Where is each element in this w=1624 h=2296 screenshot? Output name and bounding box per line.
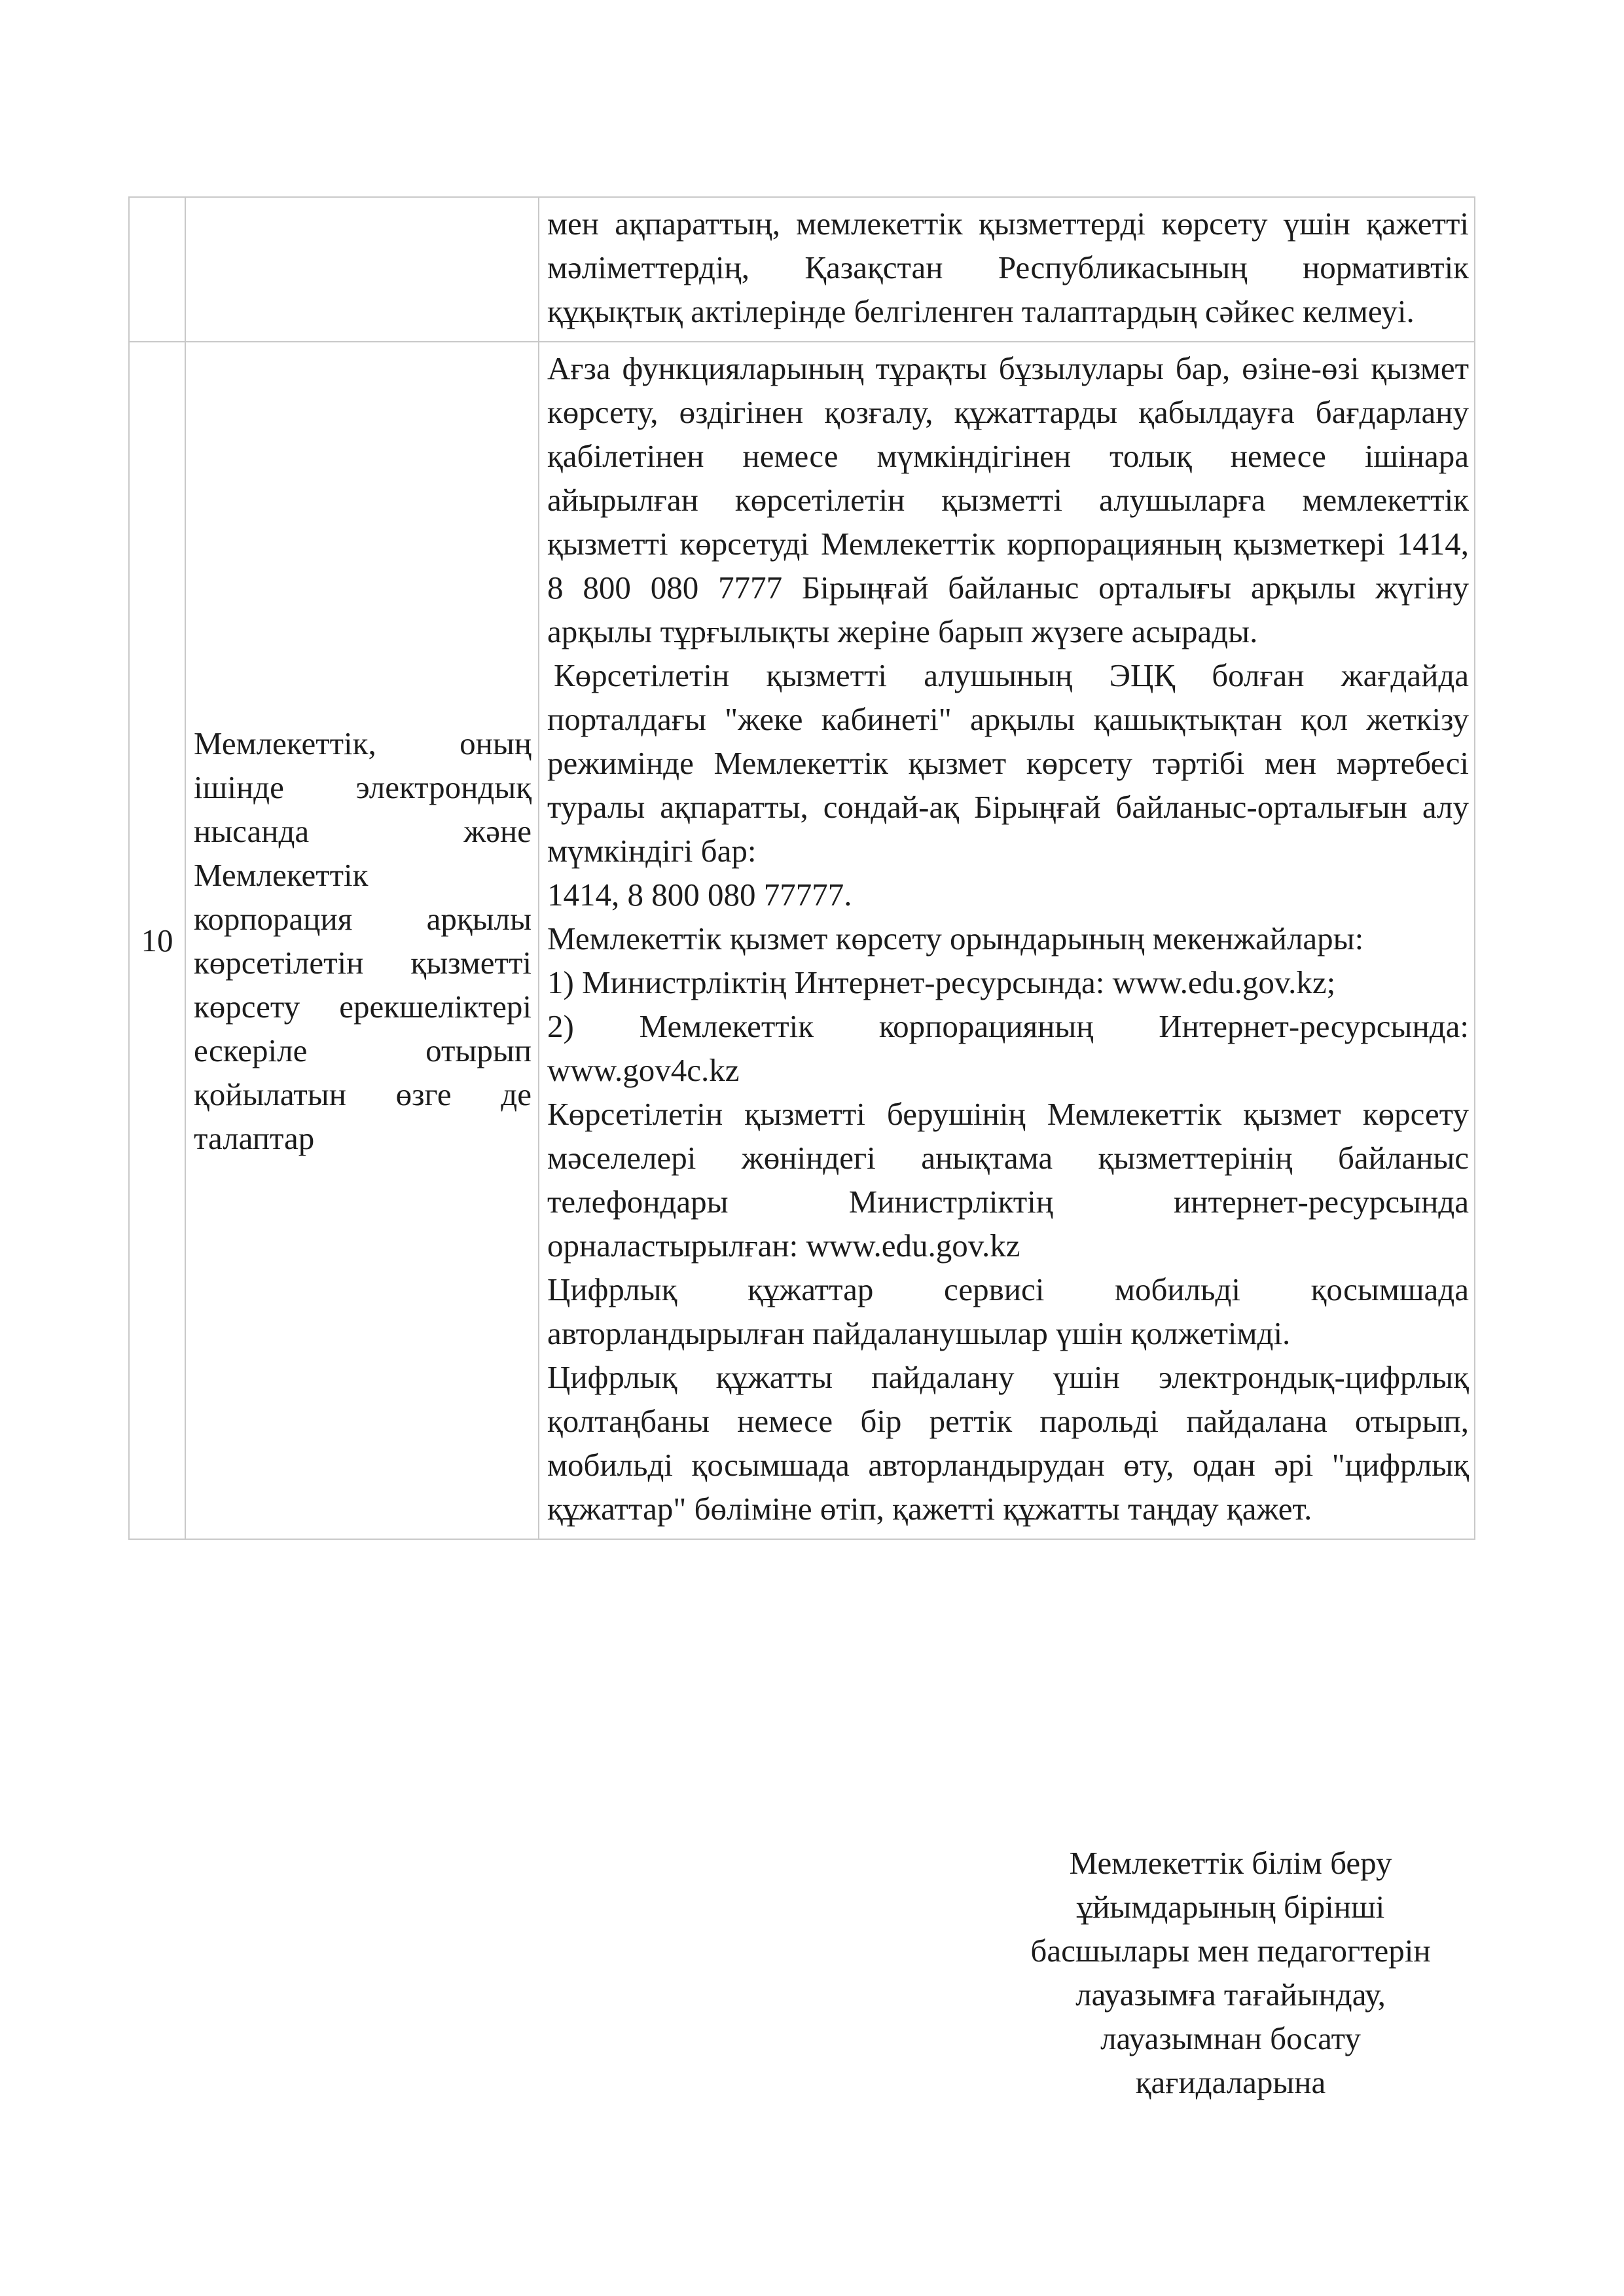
paragraph-8: Цифрлық құжаттар сервисі мобильді қосымшада авторландырылған пайдаланушылар үшін қолжетімді.: [547, 1271, 1469, 1351]
appendix-reference: [903, 1841, 1558, 2104]
continuation-text: мен ақпараттың, мемлекеттік қызметтерді көрсету үшін қажетті мәліметтердің, Қазақстан Республикасының нормативтік құқықтық актілерінде белгіленген талаптардың сәйкес келмеуі.: [547, 206, 1469, 329]
paragraph-2: Көрсетілетін қызметті алушының ЭЦҚ болған жағдайда порталдағы "жеке кабинеті" арқылы қашықтықтан қол жеткізу режимінде Мемлекеттік қызмет көрсету тәртібі мен мәртебесі туралы ақпаратты, сондай-ақ Бірыңғай байланыс-орталығын алу мүмкіндігі бар:: [547, 657, 1469, 869]
paragraph-4: Мемлекеттік қызмет көрсету орындарының мекенжайлары:: [547, 920, 1364, 957]
paragraph-7: Көрсетілетін қызметті берушінің Мемлекеттік қызмет көрсету мәселелері жөніндегі анықтама қызметтерінің байланыс телефондары Министрліктің интернет-ресурсында орналастырылған: www.edu.gov.kz: [547, 1096, 1469, 1264]
table-row-continuation: [129, 197, 1475, 342]
paragraph-5: 1) Министрліктің Интернет-ресурсында: www.edu.gov.kz;: [547, 964, 1336, 1000]
footer-line: Мемлекеттік білім беру: [1069, 1845, 1392, 1881]
footer-line: лауазымнан босату: [1100, 2020, 1361, 2056]
requirements-table: [128, 196, 1475, 1540]
footer-line: басшылары мен педагогтерін: [1030, 1933, 1431, 1969]
footer-line: ұйымдарының бірінші: [1076, 1889, 1385, 1925]
paragraph-9: Цифрлық құжатты пайдалану үшін электрондық-цифрлық қолтаңбаны немесе бір реттік парольді пайдалана отырып, мобильді қосымшада авторландырудан өту, одан әрі "цифрлық құжаттар" бөліміне өтіп, қажетті құжатты таңдау қажет.: [547, 1359, 1469, 1527]
paragraph-3: 1414, 8 800 080 77777.: [547, 877, 852, 913]
row-content-cell: [539, 342, 1475, 1539]
footer-line: лауазымға тағайындау,: [1075, 1977, 1386, 2013]
title-cell-empty: [185, 197, 539, 342]
row-title: Мемлекеттік, оның ішінде электрондық нысанда және Мемлекеттік корпорация арқылы көрсетілетін қызметті көрсету ерекшеліктері ескеріле отырып қойылатын өзге де талаптар: [194, 725, 532, 1156]
row-number: 10: [129, 342, 185, 1539]
footer-line: қағидаларына: [1135, 2064, 1326, 2100]
paragraph-6: 2) Мемлекеттік корпорацияның Интернет-ресурсында: www.gov4c.kz: [547, 1008, 1469, 1088]
row-title-cell: [185, 342, 539, 1539]
table-row-10: [129, 342, 1475, 1539]
paragraph-1: Ағза функцияларының тұрақты бұзылулары бар, өзіне-өзі қызмет көрсету, өздігінен қозғалу, құжаттарды қабылдауға бағдарлану қабілетінен немесе мүмкіндігінен толық немесе ішінара айырылған көрсетілетін қызметті алушыларға мемлекеттік қызметті көрсетуді Мемлекеттік корпорацияның қызметкері 1414, 8 800 080 7777 Бірыңғай байланыс орталығы арқылы жүгіну арқылы тұрғылықты жеріне барып жүзеге асырады.: [547, 350, 1469, 649]
content-cell: [539, 197, 1475, 342]
number-cell-empty: [129, 197, 185, 342]
